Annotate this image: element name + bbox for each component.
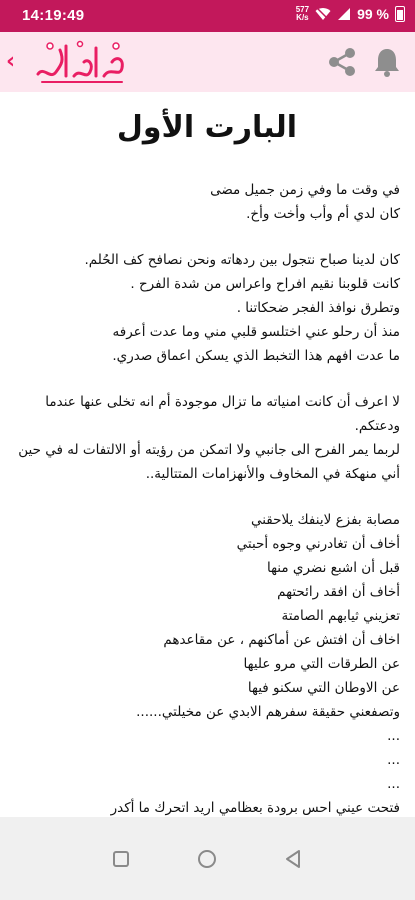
text-line: منذ أن رحلو عني اختلسو قلبي مني وما عدت أعرفه <box>112 324 400 340</box>
back-icon[interactable] <box>279 845 307 873</box>
text-line: فتحت عيني احس برودة بعظامي اريد اتحرك ما أكدر <box>110 800 400 816</box>
text-line: مصابة بفزع لاينفك يلاحقني <box>250 512 400 528</box>
text-line: عن الاوطان التي سكنو فيها <box>247 680 400 696</box>
text-line: كان لدي أم وأب وأخت وأخ. <box>246 206 400 222</box>
text-line: قبل أن اشبع نضري منها <box>266 560 400 576</box>
bell-icon[interactable] <box>372 46 402 78</box>
text-line: في وقت ما وفي زمن جميل مضى <box>210 182 400 198</box>
status-time: 14:19:49 <box>22 7 85 24</box>
text-line: تعزيني ثيابهم الصامتة <box>281 608 400 624</box>
recents-icon[interactable] <box>107 845 135 873</box>
text-line: ... <box>387 728 400 744</box>
text-line: كان لدينا صباح نتجول بين ردهاته ونحن نصافح كف الحُلم. <box>84 252 400 268</box>
wifi-icon <box>315 7 331 21</box>
paragraph-2 <box>14 248 400 368</box>
status-bar <box>0 0 415 32</box>
battery-icon <box>395 6 405 22</box>
network-speed-unit: K/s <box>296 13 309 22</box>
text-line: لربما يمر الفرح الى جانبي ولا اتمكن من رؤيته أو الالتفات له في حين أني منهكة في المخاوف والأنهزامات المتتالية.. <box>18 442 400 482</box>
home-icon[interactable] <box>193 845 221 873</box>
text-line: وتطرق نوافذ الفجر ضحكاتنا . <box>236 300 400 316</box>
text-line: ... <box>387 752 400 768</box>
app-bar <box>0 32 415 92</box>
signal-icon <box>337 7 351 21</box>
battery-percent: 99 % <box>357 6 389 22</box>
network-speed-value: 577 <box>295 5 310 14</box>
article-content[interactable] <box>14 92 400 817</box>
text-line: أخاف أن تغادرني وجوه أحبتي <box>236 536 400 552</box>
network-speed <box>296 6 309 22</box>
text-line: عن الطرقات التي مرو عليها <box>243 656 400 672</box>
system-nav-bar <box>0 817 415 900</box>
status-icons <box>296 6 405 22</box>
text-line: لا اعرف أن كانت امنياته ما تزال موجودة أم انه تخلى عنها عندما ودعتكم. <box>45 394 400 434</box>
text-line: ما عدت افهم هذا التخبط الذي يسكن اعماق صدري. <box>112 348 400 364</box>
paragraph-1 <box>14 178 400 226</box>
app-logo <box>30 36 130 88</box>
text-line: كانت قلوبنا نقيم افراح واعراس من شدة الفرح . <box>130 276 400 292</box>
chevron-left-icon[interactable]: ‹ <box>6 49 16 74</box>
text-line: اخاف أن افتش عن أماكنهم ، عن مقاعدهم <box>163 632 400 648</box>
article-title: البارت الأول <box>116 110 298 145</box>
paragraph-4 <box>14 508 400 844</box>
text-line: أخاف أن افقد رائحتهم <box>277 584 400 600</box>
text-line: ... <box>387 776 400 792</box>
text-line: وتصفعني حقيقة سفرهم الابدي عن مخيلتي...... <box>136 704 400 720</box>
share-icon[interactable] <box>326 46 358 78</box>
paragraph-3 <box>14 390 400 486</box>
